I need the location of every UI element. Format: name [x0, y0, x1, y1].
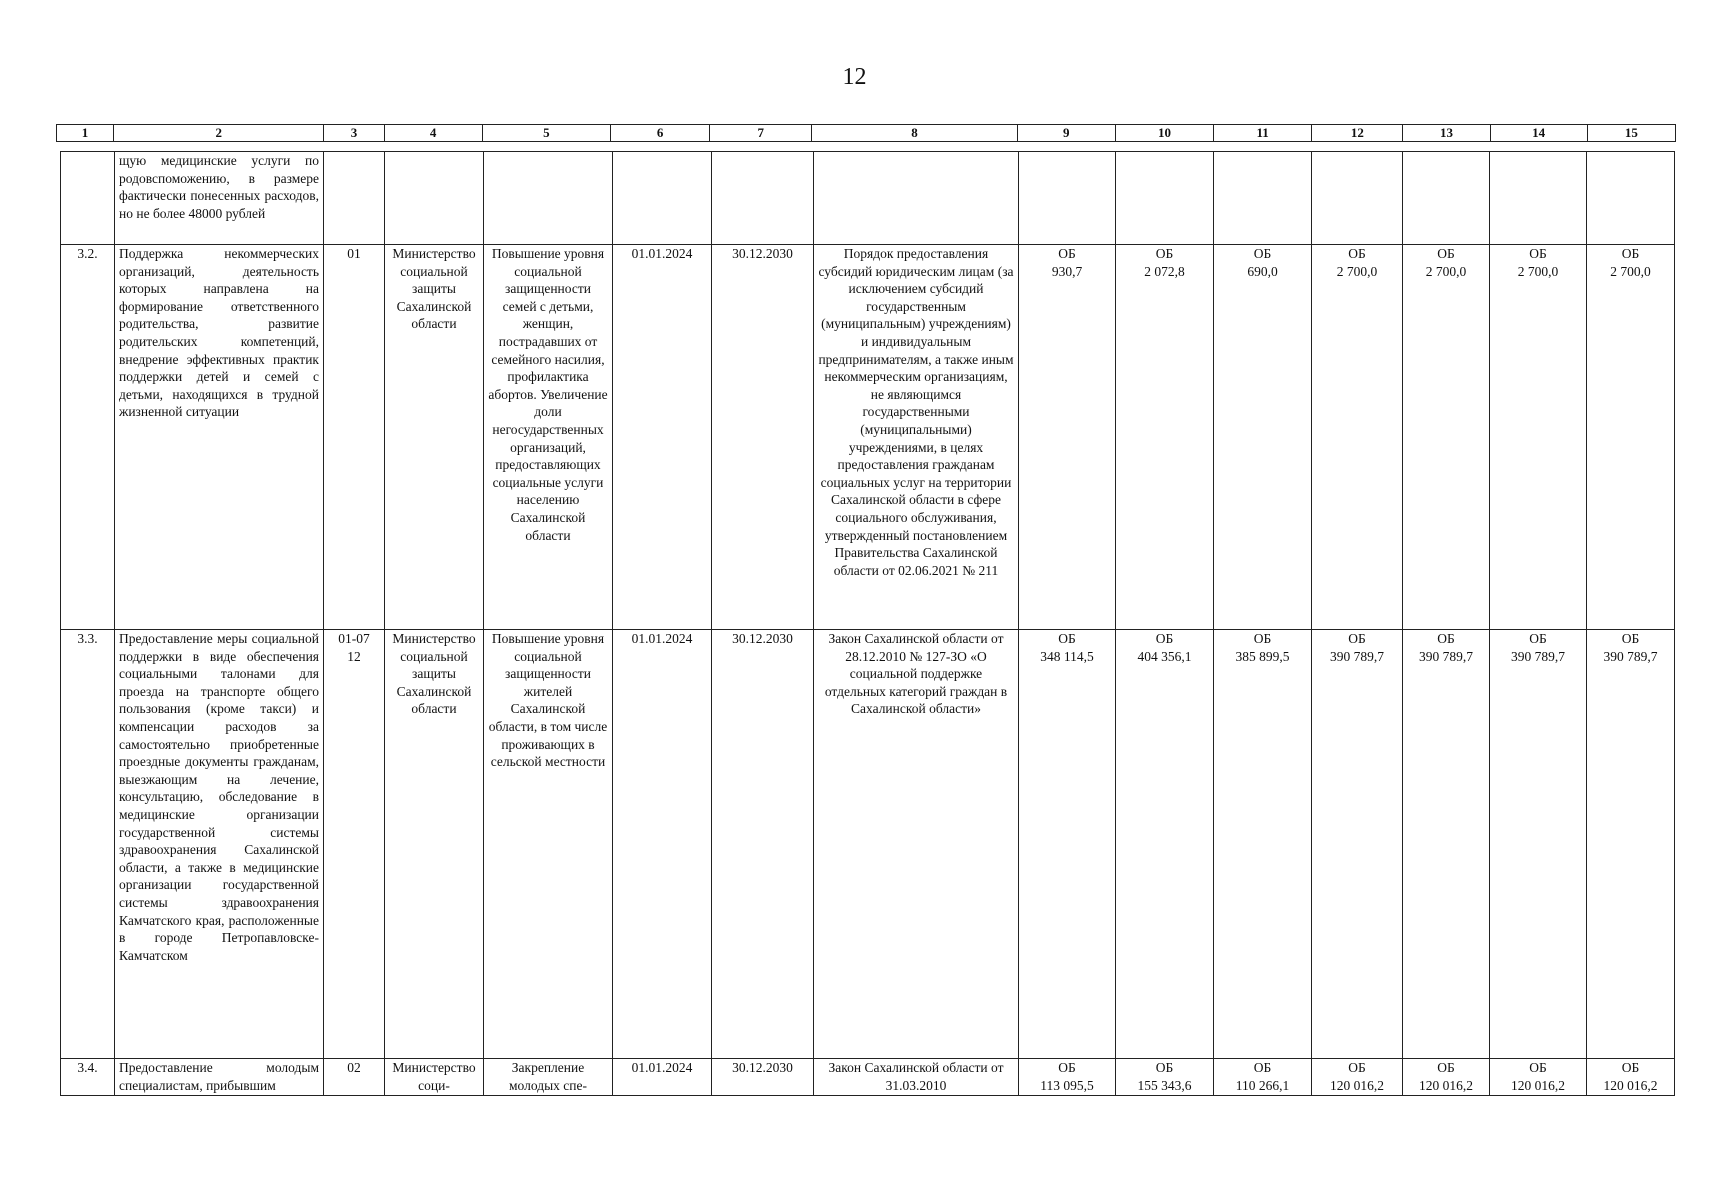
executor-cell: Министерство соци-: [385, 1059, 484, 1096]
table-row: [61, 245, 1675, 630]
column-header-12: 12: [1312, 125, 1403, 142]
row-number: 3.4.: [61, 1059, 115, 1096]
column-header-2: 2: [114, 125, 324, 142]
column-header-14: 14: [1490, 125, 1587, 142]
funding-col-9: ОБ 113 095,5: [1019, 1059, 1116, 1096]
funding-col-12: ОБ 120 016,2: [1312, 1059, 1403, 1096]
column-header-4: 4: [384, 125, 482, 142]
funding-col-9: ОБ 348 114,5: [1019, 630, 1116, 1059]
legal-basis: [814, 152, 1019, 245]
start-date: 01.01.2024: [613, 245, 712, 630]
start-date: 01.01.2024: [613, 1059, 712, 1096]
funding-col-14: ОБ 120 016,2: [1490, 1059, 1587, 1096]
executor-cell: Министерство социальной защиты Сахалинской области: [385, 245, 484, 630]
row-number: 3.2.: [61, 245, 115, 630]
end-date: 30.12.2030: [712, 245, 814, 630]
row-number: 3.3.: [61, 630, 115, 1059]
column-header-1: 1: [57, 125, 114, 142]
funding-col-12: ОБ 390 789,7: [1312, 630, 1403, 1059]
column-header-3: 3: [324, 125, 384, 142]
column-header-13: 13: [1403, 125, 1490, 142]
funding-col-13: ОБ 390 789,7: [1403, 630, 1490, 1059]
code-cell: 01: [324, 245, 385, 630]
result-cell: Повышение уровня социальной защищенности жителей Сахалинской области, в том числе проживающих в сельской местности: [484, 630, 613, 1059]
column-header-6: 6: [610, 125, 709, 142]
end-date: [712, 152, 814, 245]
funding-col-13: [1403, 152, 1490, 245]
funding-col-15: ОБ 120 016,2: [1587, 1059, 1675, 1096]
funding-col-15: [1587, 152, 1675, 245]
column-header-5: 5: [482, 125, 610, 142]
funding-col-10: [1116, 152, 1214, 245]
legal-basis: Закон Сахалинской области от 31.03.2010: [814, 1059, 1019, 1096]
table-row: [61, 630, 1675, 1059]
funding-col-9: ОБ 930,7: [1019, 245, 1116, 630]
funding-col-12: [1312, 152, 1403, 245]
legal-basis: Закон Сахалинской области от 28.12.2010 № 127-ЗО «О социальной поддержке отдельных категорий граждан в Сахалинской области»: [814, 630, 1019, 1059]
code-cell: [324, 152, 385, 245]
result-cell: Закрепление молодых спе-: [484, 1059, 613, 1096]
funding-col-11: ОБ 110 266,1: [1214, 1059, 1312, 1096]
funding-col-14: ОБ 2 700,0: [1490, 245, 1587, 630]
table-row: [61, 152, 1675, 245]
funding-col-10: ОБ 404 356,1: [1116, 630, 1214, 1059]
measure-name: Предоставление меры социальной поддержки в виде обеспечения социальными талонами для проезда на транспорте общего пользования (кроме такси) и компенсации расходов за самостоятельно приобретенные проездные документы гражданам, выезжающим на лечение, консультацию, обследование в медицинские организации государственной системы здравоохранения Сахалинской области, а также в медицинские организации государственной системы здравоохранения Камчатского края, расположенные в городе Петропавловске-Камчатском: [115, 630, 324, 1059]
measure-name: Поддержка некоммерческих организаций, деятельность которых направлена на формирование ответственного родительства, развитие родительских компетенций, внедрение эффективных практик поддержки детей и семей с детьми, находящихся в трудной жизненной ситуации: [115, 245, 324, 630]
funding-col-11: [1214, 152, 1312, 245]
column-header-10: 10: [1115, 125, 1213, 142]
end-date: 30.12.2030: [712, 1059, 814, 1096]
column-header-9: 9: [1017, 125, 1115, 142]
funding-col-13: ОБ 2 700,0: [1403, 245, 1490, 630]
column-header-7: 7: [710, 125, 812, 142]
result-cell: Повышение уровня социальной защищенности семей с детьми, женщин, пострадавших от семейного насилия, профилактика абортов. Увеличение доли негосударственных организаций, предоставляющих социальные услуги населению Сахалинской области: [484, 245, 613, 630]
start-date: 01.01.2024: [613, 630, 712, 1059]
result-cell: [484, 152, 613, 245]
end-date: 30.12.2030: [712, 630, 814, 1059]
start-date: [613, 152, 712, 245]
funding-col-15: ОБ 2 700,0: [1587, 245, 1675, 630]
legal-basis: Порядок предоставления субсидий юридическим лицам (за исключением субсидий государственным (муниципальным) учреждениям) и индивидуальным предпринимателям, а также иным некоммерческим организациям, не являющимся государственными (муниципальными) учреждениями, в целях предоставления гражданам социальных услуг на территории Сахалинской области в сфере социального обслуживания, утвержденный постановлением Правительства Сахалинской области от 02.06.2021 № 211: [814, 245, 1019, 630]
measure-name: щую медицинские услуги по родовспоможению, в размере фактически понесенных расходов, но не более 48000 рублей: [115, 152, 324, 245]
funding-col-11: ОБ 385 899,5: [1214, 630, 1312, 1059]
column-number-header: [56, 124, 1676, 142]
column-header-11: 11: [1214, 125, 1312, 142]
table-row: [61, 1059, 1675, 1096]
row-number: [61, 152, 115, 245]
funding-col-12: ОБ 2 700,0: [1312, 245, 1403, 630]
program-measures-table: [60, 151, 1675, 1096]
funding-col-10: ОБ 2 072,8: [1116, 245, 1214, 630]
column-header-8: 8: [812, 125, 1017, 142]
measure-name: Предоставление молодым специалистам, прибывшим: [115, 1059, 324, 1096]
funding-col-9: [1019, 152, 1116, 245]
executor-cell: Министерство социальной защиты Сахалинской области: [385, 630, 484, 1059]
funding-col-14: [1490, 152, 1587, 245]
page-number: 12: [842, 64, 867, 90]
column-header-15: 15: [1587, 125, 1675, 142]
funding-col-14: ОБ 390 789,7: [1490, 630, 1587, 1059]
code-cell: 01-07 12: [324, 630, 385, 1059]
funding-col-13: ОБ 120 016,2: [1403, 1059, 1490, 1096]
funding-col-15: ОБ 390 789,7: [1587, 630, 1675, 1059]
funding-col-11: ОБ 690,0: [1214, 245, 1312, 630]
executor-cell: [385, 152, 484, 245]
code-cell: 02: [324, 1059, 385, 1096]
funding-col-10: ОБ 155 343,6: [1116, 1059, 1214, 1096]
